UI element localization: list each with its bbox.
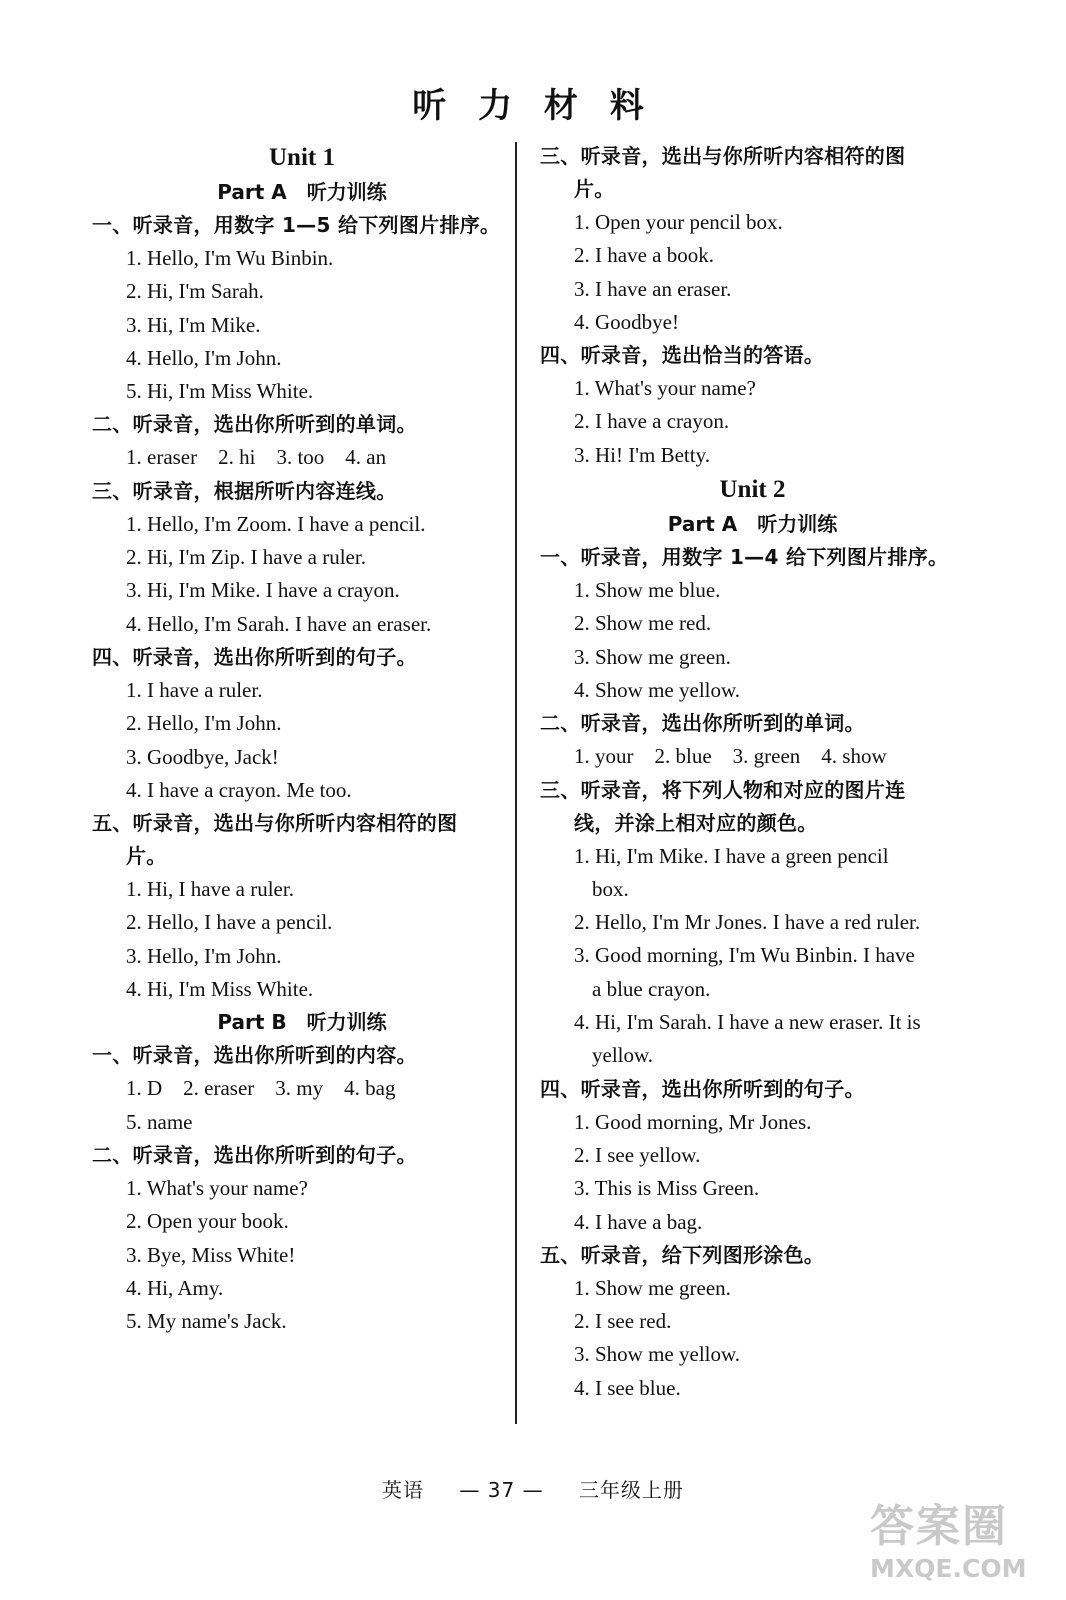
list-item-continued: yellow. [592, 1043, 654, 1068]
list-item: 1. Hello, I'm Zoom. I have a pencil. [126, 511, 426, 536]
list-item: 1. eraser 2. hi 3. too 4. an [126, 445, 387, 470]
footer-page-number: — 37 — [459, 1478, 544, 1502]
list-item: 1. Hello, I'm Wu Binbin. [126, 246, 334, 270]
list-item: 2. Hi, I'm Zip. I have a ruler. [126, 545, 366, 570]
list-item: 4. I see blue. [574, 1375, 681, 1400]
list-item: 4. Hi, I'm Sarah. I have a new eraser. It is [574, 1010, 921, 1035]
list-item: 4. I have a crayon. Me too. [126, 777, 352, 802]
section-heading: 五、听录音，选出与你所听内容相符的图 [92, 811, 458, 836]
list-item: 3. Hi, I'm Mike. I have a crayon. [126, 578, 400, 603]
section-heading: 四、听录音，选出恰当的答语。 [540, 343, 825, 368]
list-item: 1. Hi, I have a ruler. [126, 877, 294, 902]
list-item: 3. Hi, I'm Mike. [126, 312, 261, 337]
list-item: 2. I have a book. [574, 243, 714, 268]
list-item: 2. Open your book. [126, 1209, 289, 1234]
list-item: 1. Show me green. [574, 1275, 731, 1300]
list-item: 3. Show me green. [574, 644, 731, 669]
list-item: 1. Show me blue. [574, 578, 721, 603]
list-item: 1. What's your name? [574, 376, 756, 401]
footer-grade: 三年级上册 [578, 1478, 684, 1502]
section-heading-continued: 线，并涂上相对应的颜色。 [574, 810, 818, 835]
page-footer [0, 1474, 1066, 1503]
section-heading: 二、听录音，选出你所听到的单词。 [92, 412, 417, 437]
list-item: 1. What's your name? [126, 1175, 308, 1200]
list-item: 2. Show me red. [574, 611, 712, 636]
list-item-continued: box. [592, 876, 629, 901]
list-item: 2. Hello, I have a pencil. [126, 910, 333, 935]
list-item: 2. I have a crayon. [574, 409, 730, 434]
section-heading-continued: 片。 [574, 177, 615, 201]
watermark [870, 1500, 1060, 1595]
left-column [92, 140, 512, 1338]
list-item: 4. I have a bag. [574, 1209, 703, 1234]
list-item: 3. Hello, I'm John. [126, 943, 282, 968]
section-heading: 一、听录音，用数字 1—5 给下列图片排序。 [92, 213, 501, 237]
section-heading: 一、听录音，用数字 1—4 给下列图片排序。 [540, 545, 949, 570]
right-column [540, 140, 965, 1405]
list-item: 5. My name's Jack. [126, 1309, 287, 1334]
section-heading: 三、听录音，根据所听内容连线。 [92, 478, 397, 503]
watermark-logo: 答案圈 [870, 1501, 1008, 1552]
list-item: 4. Hello, I'm Sarah. I have an eraser. [126, 611, 432, 636]
list-item: 4. Goodbye! [574, 309, 679, 334]
list-item: 3. I have an eraser. [574, 276, 732, 301]
list-item: 4. Show me yellow. [574, 677, 741, 702]
list-item: 1. your 2. blue 3. green 4. show [574, 744, 887, 769]
list-item: 2. Hi, I'm Sarah. [126, 279, 264, 304]
footer-subject: 英语 [382, 1478, 425, 1502]
list-item: 1. Good morning, Mr Jones. [574, 1109, 812, 1134]
section-heading: 二、听录音，选出你所听到的句子。 [92, 1142, 417, 1167]
list-item: 3. Show me yellow. [574, 1342, 741, 1367]
section-heading: 三、听录音，将下列人物和对应的图片连 [540, 777, 906, 802]
column-divider [515, 142, 517, 1424]
list-item: 5. Hi, I'm Miss White. [126, 379, 314, 404]
list-item: 1. Hi, I'm Mike. I have a green pencil [574, 843, 889, 868]
section-heading: 四、听录音，选出你所听到的句子。 [92, 644, 417, 669]
list-item: 1. I have a ruler. [126, 677, 263, 702]
list-item: 3. Goodbye, Jack! [126, 744, 279, 769]
section-heading: 三、听录音，选出与你所听内容相符的图 [540, 144, 906, 168]
unit-2-title: Unit 2 [719, 476, 786, 504]
list-item: 2. I see yellow. [574, 1142, 701, 1167]
list-item: 4. Hello, I'm John. [126, 345, 282, 370]
unit-2-part-a-title: Part A 听力训练 [667, 512, 838, 537]
watermark-url: MXQE.COM [870, 1554, 1027, 1583]
section-heading: 五、听录音，给下列图形涂色。 [540, 1242, 825, 1267]
section-heading: 二、听录音，选出你所听到的单词。 [540, 711, 865, 736]
list-item: 4. Hi, I'm Miss White. [126, 977, 314, 1002]
unit-1-part-b-title: Part B 听力训练 [217, 1010, 387, 1035]
list-item: 3. This is Miss Green. [574, 1176, 760, 1201]
section-heading: 一、听录音，选出你所听到的内容。 [92, 1043, 417, 1068]
list-item: 3. Hi! I'm Betty. [574, 442, 710, 467]
list-item: 4. Hi, Amy. [126, 1275, 224, 1300]
list-item: 1. D 2. eraser 3. my 4. bag [126, 1076, 396, 1101]
list-item: 2. I see red. [574, 1309, 672, 1334]
list-item: 2. Hello, I'm Mr Jones. I have a red ruler. [574, 910, 921, 935]
unit-1-part-a-title: Part A 听力训练 [217, 180, 387, 204]
page-title: 听 力 材 料 [412, 86, 654, 126]
list-item: 2. Hello, I'm John. [126, 711, 282, 736]
list-item: 1. Open your pencil box. [574, 210, 783, 234]
list-item-continued: a blue crayon. [592, 976, 711, 1001]
list-item: 3. Bye, Miss White! [126, 1242, 296, 1267]
section-heading-continued: 片。 [126, 844, 167, 869]
unit-1-title: Unit 1 [269, 144, 335, 171]
list-item: 3. Good morning, I'm Wu Binbin. I have [574, 943, 915, 968]
section-heading: 四、听录音，选出你所听到的句子。 [540, 1076, 865, 1101]
list-item: 5. name [126, 1109, 193, 1134]
